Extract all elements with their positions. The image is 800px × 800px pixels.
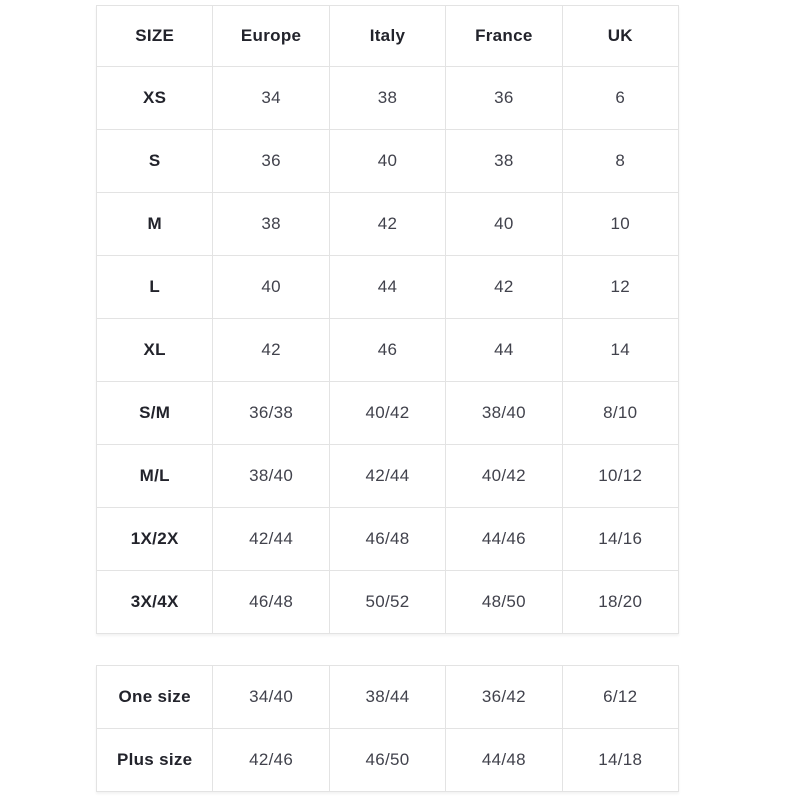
size-value-cell: 50/52 bbox=[329, 571, 445, 634]
size-value-cell: 38/44 bbox=[329, 666, 445, 729]
size-value-cell: 40/42 bbox=[329, 382, 445, 445]
size-label-cell: S/M bbox=[97, 382, 213, 445]
size-value-cell: 14/18 bbox=[562, 729, 678, 792]
size-value-cell: 46/50 bbox=[329, 729, 445, 792]
size-value-cell: 6/12 bbox=[562, 666, 678, 729]
header-cell-size: SIZE bbox=[97, 6, 213, 67]
size-value-cell: 36/38 bbox=[213, 382, 329, 445]
size-value-cell: 38 bbox=[213, 193, 329, 256]
size-value-cell: 46/48 bbox=[329, 508, 445, 571]
size-label-cell: S bbox=[97, 130, 213, 193]
table-row bbox=[97, 319, 679, 382]
size-value-cell: 42/46 bbox=[213, 729, 329, 792]
size-label-cell: M/L bbox=[97, 445, 213, 508]
size-value-cell: 40/42 bbox=[446, 445, 562, 508]
size-value-cell: 44/46 bbox=[446, 508, 562, 571]
table-row bbox=[97, 193, 679, 256]
table-row bbox=[97, 571, 679, 634]
size-value-cell: 10 bbox=[562, 193, 678, 256]
size-value-cell: 38/40 bbox=[446, 382, 562, 445]
size-value-cell: 38 bbox=[329, 67, 445, 130]
size-label-cell: M bbox=[97, 193, 213, 256]
size-value-cell: 38 bbox=[446, 130, 562, 193]
size-label-cell: 3X/4X bbox=[97, 571, 213, 634]
size-value-cell: 38/40 bbox=[213, 445, 329, 508]
size-value-cell: 36/42 bbox=[446, 666, 562, 729]
size-label-cell: L bbox=[97, 256, 213, 319]
size-value-cell: 36 bbox=[446, 67, 562, 130]
size-value-cell: 8 bbox=[562, 130, 678, 193]
one-size-plus-size-table bbox=[96, 665, 679, 792]
size-value-cell: 34/40 bbox=[213, 666, 329, 729]
size-label-cell: Plus size bbox=[97, 729, 213, 792]
size-value-cell: 40 bbox=[213, 256, 329, 319]
size-value-cell: 10/12 bbox=[562, 445, 678, 508]
size-conversion-table bbox=[96, 5, 679, 634]
header-cell-france: France bbox=[446, 6, 562, 67]
table-row bbox=[97, 130, 679, 193]
table-row bbox=[97, 445, 679, 508]
size-value-cell: 48/50 bbox=[446, 571, 562, 634]
size-label-cell: 1X/2X bbox=[97, 508, 213, 571]
size-value-cell: 44 bbox=[446, 319, 562, 382]
size-value-cell: 34 bbox=[213, 67, 329, 130]
size-value-cell: 14/16 bbox=[562, 508, 678, 571]
size-label-cell: One size bbox=[97, 666, 213, 729]
size-value-cell: 42/44 bbox=[329, 445, 445, 508]
size-value-cell: 8/10 bbox=[562, 382, 678, 445]
size-value-cell: 44/48 bbox=[446, 729, 562, 792]
extra-table-body bbox=[97, 666, 679, 792]
header-cell-italy: Italy bbox=[329, 6, 445, 67]
size-value-cell: 42 bbox=[213, 319, 329, 382]
size-value-cell: 18/20 bbox=[562, 571, 678, 634]
size-value-cell: 40 bbox=[446, 193, 562, 256]
header-row bbox=[97, 6, 679, 67]
size-conversion-table-block bbox=[96, 5, 679, 634]
size-value-cell: 46 bbox=[329, 319, 445, 382]
table-row bbox=[97, 729, 679, 792]
size-value-cell: 6 bbox=[562, 67, 678, 130]
size-value-cell: 40 bbox=[329, 130, 445, 193]
size-value-cell: 46/48 bbox=[213, 571, 329, 634]
table-row bbox=[97, 666, 679, 729]
header-cell-europe: Europe bbox=[213, 6, 329, 67]
size-value-cell: 42 bbox=[329, 193, 445, 256]
table-row bbox=[97, 256, 679, 319]
size-table-header bbox=[97, 6, 679, 67]
size-value-cell: 12 bbox=[562, 256, 678, 319]
size-value-cell: 14 bbox=[562, 319, 678, 382]
table-row bbox=[97, 67, 679, 130]
size-value-cell: 42 bbox=[446, 256, 562, 319]
size-table-body bbox=[97, 67, 679, 634]
table-row bbox=[97, 508, 679, 571]
header-cell-uk: UK bbox=[562, 6, 678, 67]
table-row bbox=[97, 382, 679, 445]
size-value-cell: 36 bbox=[213, 130, 329, 193]
size-value-cell: 42/44 bbox=[213, 508, 329, 571]
one-size-plus-size-table-block bbox=[96, 665, 679, 792]
size-label-cell: XS bbox=[97, 67, 213, 130]
size-value-cell: 44 bbox=[329, 256, 445, 319]
size-label-cell: XL bbox=[97, 319, 213, 382]
